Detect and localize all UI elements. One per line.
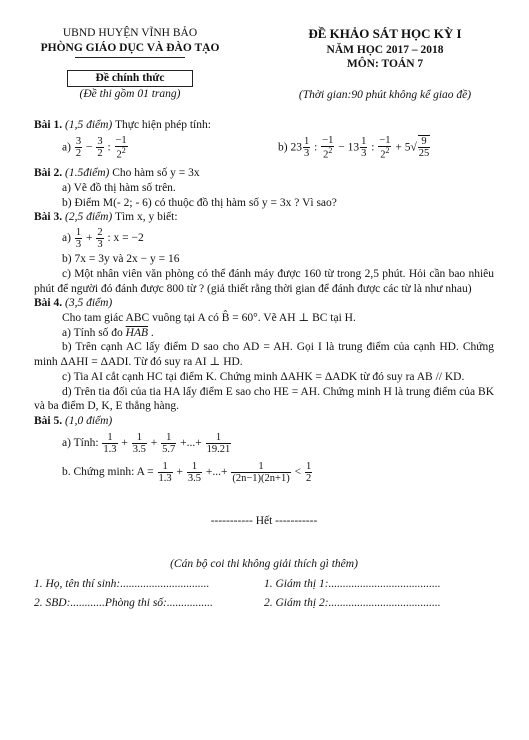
frac: $\frac{1}{3}$ — [303, 135, 310, 159]
frac: $\frac{-1}{2^2}$ — [322, 134, 334, 161]
official-badge: Đề chính thức — [67, 70, 194, 87]
bai2-b: b) Điểm M(- 2; - 6) có thuộc đồ thị hàm số y = 3x ? Vì sao? — [62, 196, 337, 209]
exam-content — [34, 118, 494, 611]
bai1-points: (1,5 điểm) — [65, 119, 113, 131]
bai3-c: c) Một nhân viên văn phòng có thể đánh máy được 160 từ trong 2,5 phút. Hỏi cần bao nhiêu phút để người đó đánh được 800 từ ? (giả thiết rằng thời gian để đánh được các từ là như nhau) — [34, 267, 494, 295]
proctor1-field: 1. Giám thị 1:....................................... — [264, 578, 441, 591]
bai4-d: d) Trên tia đối của tia HA lấy điểm E sao cho HE = AH. Chứng minh H là trung điểm của BK và ba điểm D, K, E thẳng hàng. — [34, 385, 494, 413]
bai4-title: Bài 4. — [34, 297, 63, 310]
bai3-title: Bài 3. — [34, 211, 63, 224]
bai1-items — [34, 135, 494, 161]
bai5-heading — [34, 414, 494, 429]
pages-note: (Đề thi gồm 01 trang) — [79, 88, 181, 101]
frac: $\frac{1}{1.3}$ — [158, 460, 172, 484]
bai5-a-label: a) Tính: — [62, 436, 99, 449]
org-line2: PHÒNG GIÁO DỤC VÀ ĐÀO TẠO — [40, 41, 220, 54]
proctor-note: (Cán bộ coi thi không giải thích gì thêm) — [170, 557, 358, 570]
frac: $\frac{1}{3}$ — [361, 135, 367, 159]
bai3-prompt: Tìm x, y biết: — [114, 211, 178, 224]
school-year: NĂM HỌC 2017 – 2018 — [326, 43, 444, 56]
bai4-b: b) Trên cạnh AC lấy điểm D sao cho AD = AH. Gọi I là trung điểm của cạnh HD. Chứng minh ΔAHI = ΔADI. Từ đó suy ra AI ⊥ HD. — [34, 341, 494, 369]
bai1-a-label: a) — [62, 141, 71, 154]
bai3-heading — [34, 210, 494, 225]
frac: $\frac{-1}{2^2}$ — [379, 134, 391, 161]
frac: $\frac{-1}{2^2}$ — [115, 134, 127, 161]
bai3-a-tail: : x = −2 — [107, 232, 144, 245]
bai2-prompt: Cho hàm số y = 3x — [112, 167, 200, 180]
header-right — [260, 26, 510, 103]
subject: MÔN: TOÁN 7 — [346, 58, 424, 71]
signature-row2 — [34, 596, 494, 611]
frac: $\frac{1}{3.5}$ — [187, 460, 202, 484]
end-marker: ----------- Hết ----------- — [210, 514, 318, 527]
frac: $\frac{3}{2}$ — [75, 135, 82, 159]
proctor2-field: 2. Giám thị 2:....................................... — [264, 597, 441, 609]
bai3-a-label: a) — [62, 232, 71, 245]
exam-title: ĐỀ KHẢO SÁT HỌC KỲ I — [308, 26, 462, 41]
bai4-c: c) Tia AI cắt cạnh HC tại điểm K. Chứng minh ΔAHK = ΔADK từ đó suy ra AB // KD. — [62, 370, 465, 383]
frac: $\frac{1}{5.7}$ — [162, 431, 176, 455]
frac: $\frac{3}{2}$ — [97, 135, 103, 159]
bai1-b: b) 23 $\frac{1}{3}$ : $\frac{-1}{2^2}$ − 13 $\frac{1}{3}$ : $\frac{-1}{2^2}$ + 5√ $\frac{9}{25}$ — [278, 134, 430, 161]
bai1-a: a) $\frac{3}{2}$ − $\frac{3}{2}$ : $\frac{-1}{2^2}$ — [62, 134, 127, 161]
frac: $\frac{1}{19.21}$ — [206, 431, 231, 455]
bai5-title: Bài 5. — [34, 415, 63, 428]
angle-hab: $\overline{HAB}$ — [125, 326, 149, 339]
frac: $\frac{9}{25}$ — [418, 136, 430, 160]
header-left — [30, 26, 230, 102]
candidate-name-field: 1. Họ, tên thí sinh:............................... — [34, 578, 210, 591]
bai3-b: b) 7x = 3y và 2x − y = 16 — [62, 253, 180, 266]
bai1-prompt: Thực hiện phép tính: — [114, 119, 211, 131]
frac: $\frac{1}{3.5}$ — [132, 431, 146, 455]
frac: $\frac{1}{(2n-1)(2n+1)}$ — [232, 460, 290, 484]
bai4-intro: Cho tam giác ABC vuông tại A có B̂ = 60°. Vẽ AH ⊥ BC tại H. — [62, 312, 356, 325]
bai2-heading — [34, 166, 494, 181]
bai4-points: (3,5 điểm) — [65, 297, 113, 310]
header-underline — [75, 57, 185, 58]
sbd-field: 2. SBD:............Phòng thi số:................ — [34, 597, 213, 609]
bai3-points: (2,5 điểm) — [65, 211, 113, 224]
signature-row1 — [34, 577, 494, 592]
frac: $\frac{1}{1.3}$ — [103, 431, 117, 455]
bai1-heading — [34, 118, 494, 133]
frac: $\frac{2}{3}$ — [97, 227, 103, 251]
bai1-b-label: b) — [278, 141, 288, 154]
bai5-points: (1,0 điểm) — [65, 415, 113, 428]
time-note: (Thời gian:90 phút không kể giao đề) — [298, 89, 472, 102]
bai3-a: a) $\frac{1}{3}$ + $\frac{2}{3}$ : x = −2 — [62, 227, 144, 251]
bai4-heading — [34, 296, 494, 311]
org-line1: UBND HUYỆN VĨNH BẢO — [62, 27, 198, 39]
bai2-a: a) Vẽ đồ thị hàm số trên. — [62, 181, 176, 194]
bai5-a: a) Tính: $\frac{1}{1.3}$ + $\frac{1}{3.5}$ + $\frac{1}{5.7}$ +...+ $\frac{1}{19.21}$ — [62, 431, 231, 455]
bai4-a-text: a) Tính số đo — [62, 326, 123, 339]
frac: $\frac{1}{2}$ — [305, 460, 312, 484]
frac: $\frac{1}{3}$ — [75, 227, 82, 251]
bai5-b-label: b. Chứng minh: A = — [62, 465, 154, 478]
bai1-title: Bài 1. — [34, 119, 63, 131]
bai2-points: (1.5điểm) — [65, 167, 110, 180]
bai4-a: a) Tính số đo $\overline{HAB}$ . — [62, 326, 154, 339]
bai2-title: Bài 2. — [34, 167, 63, 180]
bai5-b: b. Chứng minh: A = $\frac{1}{1.3}$ + $\frac{1}{3.5}$ +...+ $\frac{1}{(2n-1)(2n+1)}$ < $\frac{1}{2}$ — [62, 460, 312, 484]
